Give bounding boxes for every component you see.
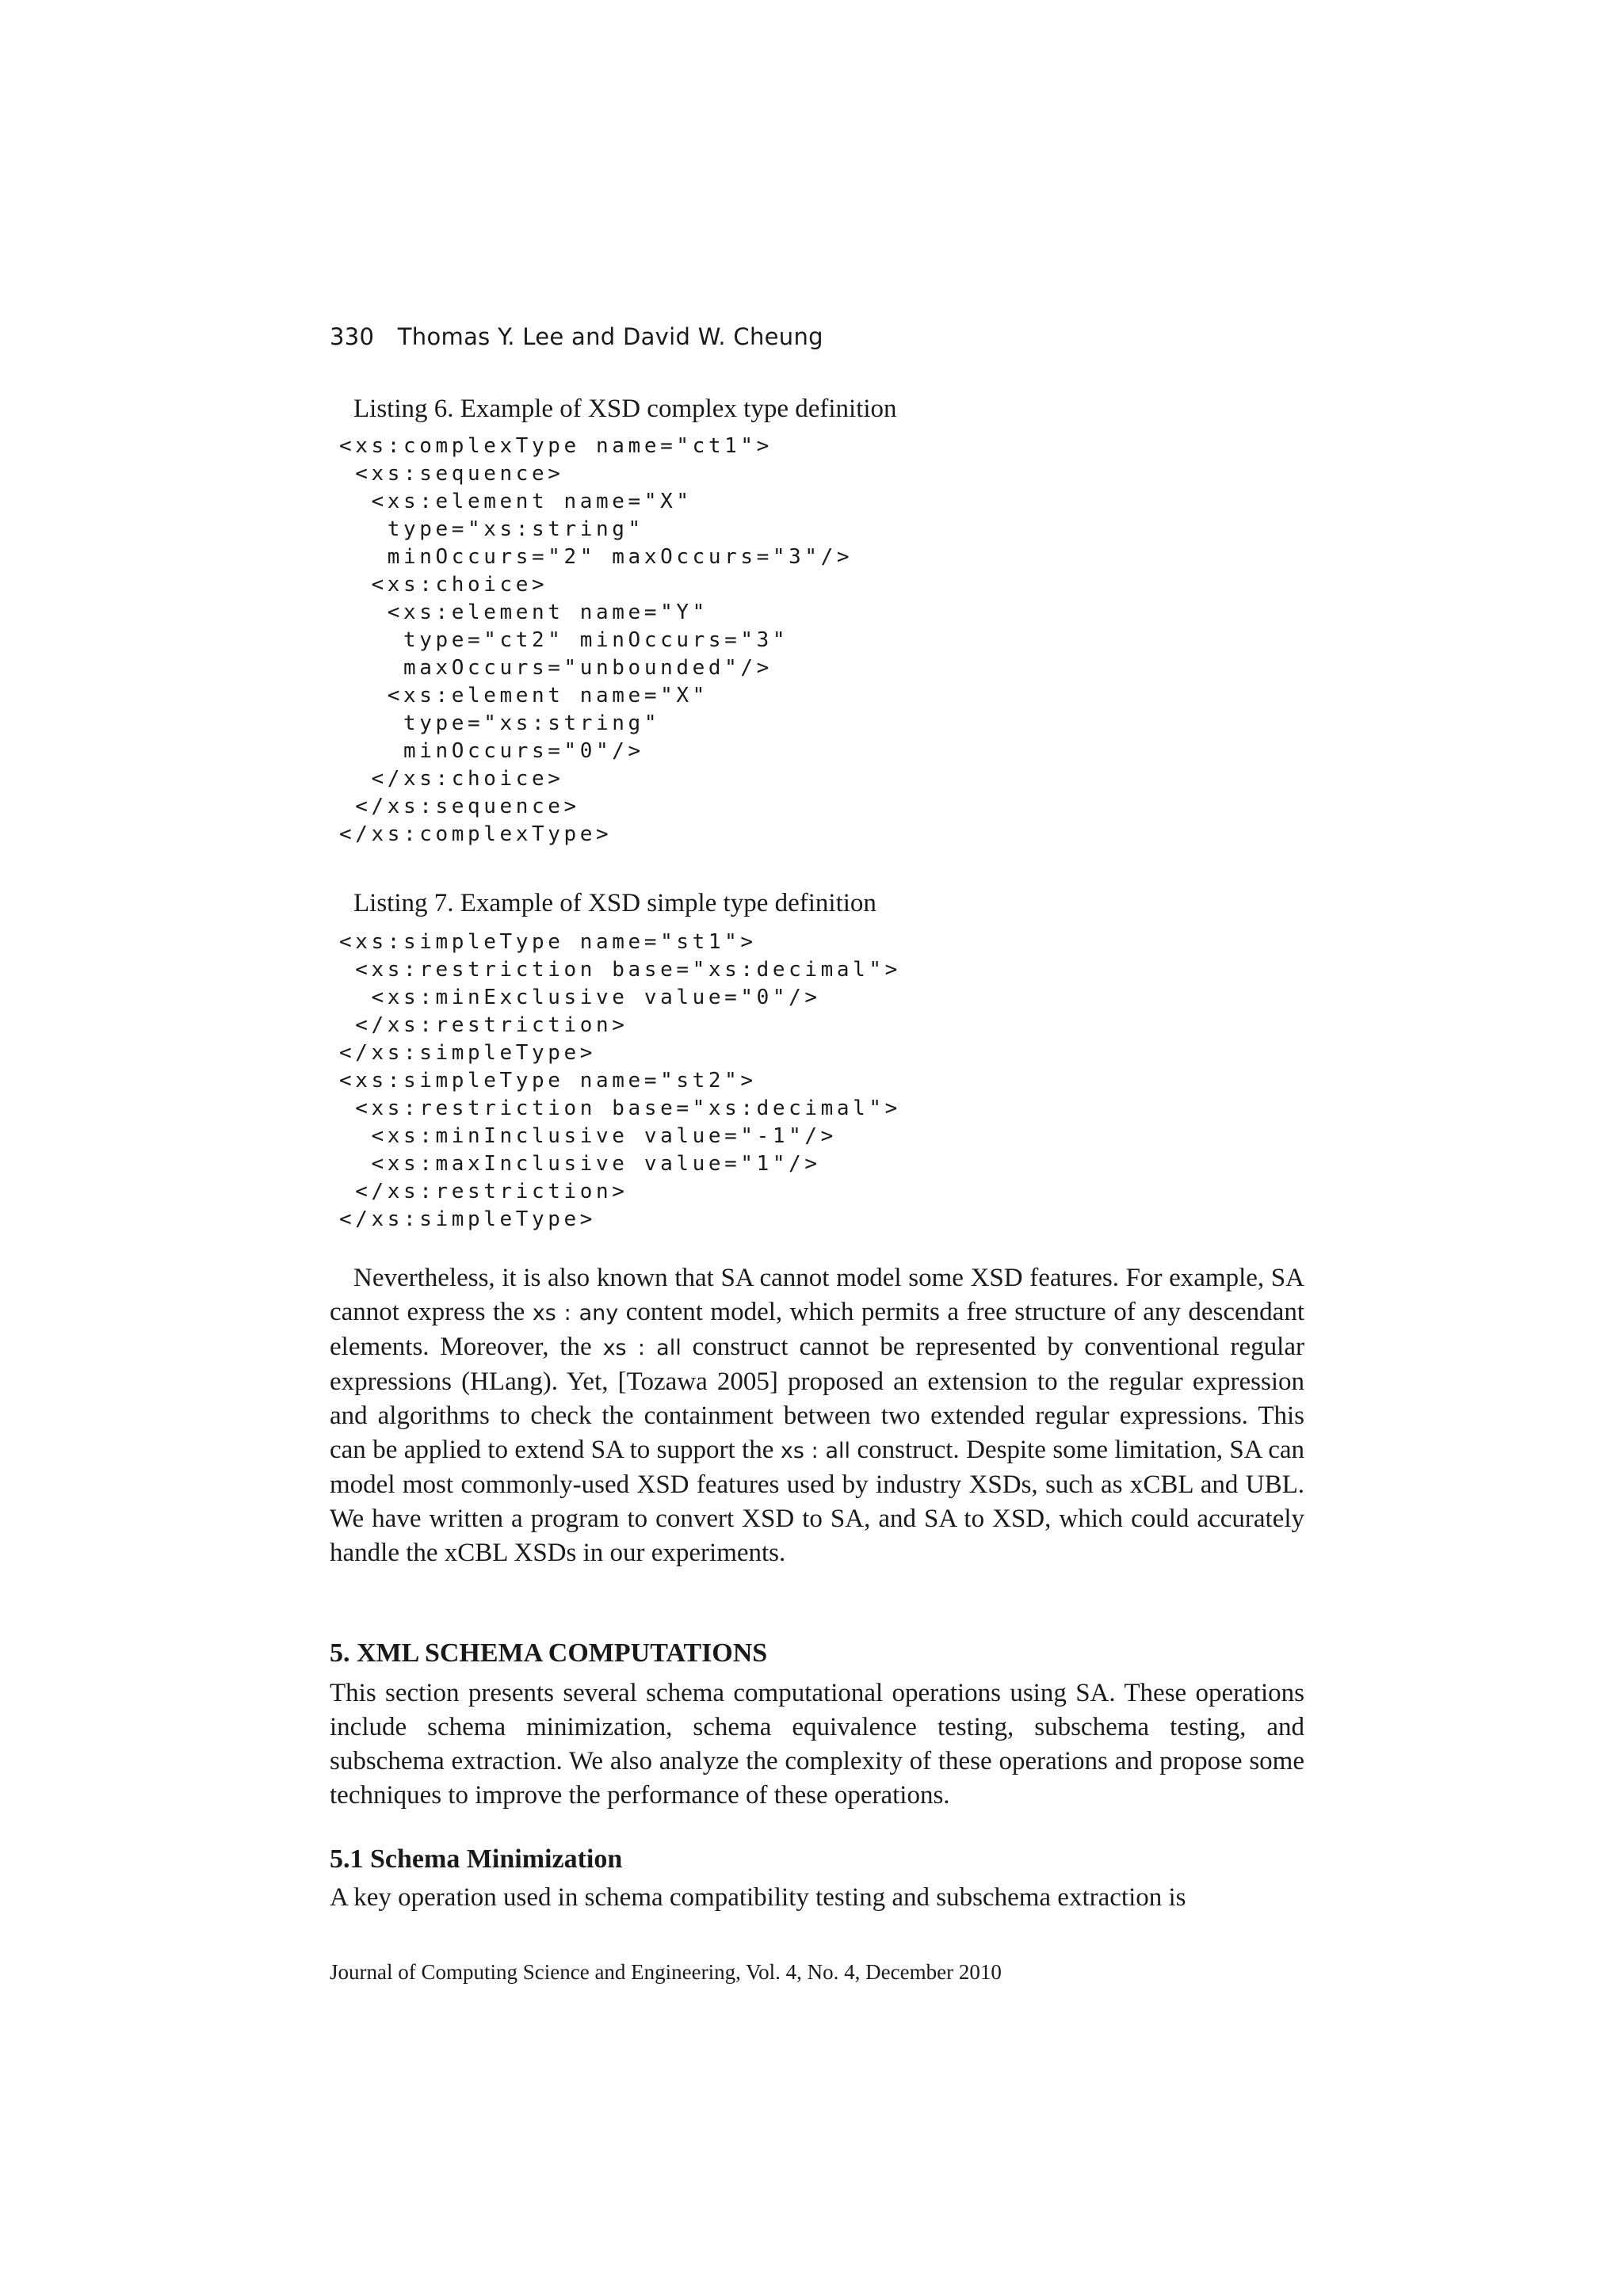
body-paragraph [330,1261,1304,1570]
listing-6-code [339,433,853,849]
code-line: <xs:choice> [339,573,548,597]
code-line: </xs:sequence> [339,795,580,818]
subsection-heading: 5.1 Schema Minimization [330,1844,623,1874]
code-line: maxOccurs="unbounded"/> [339,656,773,680]
code-line: minOccurs="2" maxOccurs="3"/> [339,545,854,569]
paragraph-text: Nevertheless, it is also known that SA cannot model some XSD features. For example, SA cannot express the [330,1264,1304,1326]
code-line: <xs:complexType name="ct1"> [339,434,773,458]
journal-footer: Journal of Computing Science and Engineering, Vol. 4, No. 4, December 2010 [330,1960,1002,1984]
listing-7-caption: Listing 7. Example of XSD simple type definition [353,889,876,917]
code-line: </xs:complexType> [339,822,613,846]
code-line: </xs:simpleType> [339,1041,597,1065]
code-line: </xs:restriction> [339,1013,628,1037]
code-line: <xs:restriction base="xs:decimal"> [339,958,901,982]
author-line: Thomas Y. Lee and David W. Cheung [397,323,823,350]
code-line: type="xs:string" [339,711,661,735]
section-heading: 5. XML SCHEMA COMPUTATIONS [330,1638,768,1668]
code-line: </xs:simpleType> [339,1207,597,1231]
page-number: 330 [330,323,375,350]
paragraph-text: construct cannot be represented by conventional regular expressions (HLang). Yet, [Tozawa 2005] proposed an extension to the regular expression and algorithms to check the containment between two extended regular expressions. This can be applied to extend SA to support the [330,1333,1304,1464]
code-line: type="xs:string" [339,517,644,541]
code-line: <xs:sequence> [339,462,564,486]
code-line: type="ct2" minOccurs="3" [339,628,789,652]
running-head [330,323,823,350]
section-5-1-paragraph: A key operation used in schema compatibility testing and subschema extraction is [330,1883,1186,1912]
code-line: <xs:element name="X" [339,490,693,513]
inline-code: xs : all [780,1439,851,1463]
paragraph-text: construct. Despite some limitation, SA can model most commonly-used XSD features used by industry XSDs, such as xCBL and UBL. We have written a program to convert XSD to SA, and SA to XSD, which could accurately handle the xCBL XSDs in our experiments. [330,1436,1304,1567]
inline-code: xs : all [602,1336,682,1360]
code-line: minOccurs="0"/> [339,739,644,763]
code-line: <xs:minInclusive value="-1"/> [339,1124,837,1148]
listing-7-code [339,929,901,1234]
code-line: <xs:simpleType name="st2"> [339,1069,757,1093]
code-line: <xs:maxInclusive value="1"/> [339,1152,821,1176]
code-line: </xs:choice> [339,767,564,791]
section-5-paragraph: This section presents several schema computational operations using SA. These operations include schema minimization, schema equivalence testing, subschema testing, and subschema extraction. We also analyze the complexity of these operations and propose some techniques to improve the performance of these operations. [330,1679,1304,1810]
code-line: <xs:element name="Y" [339,601,708,624]
code-line: <xs:simpleType name="st1"> [339,930,757,954]
code-line: <xs:minExclusive value="0"/> [339,986,821,1009]
paragraph-text: content model, which permits a free structure of any descendant elements. Moreover, the [330,1298,1304,1361]
code-line: </xs:restriction> [339,1180,628,1203]
listing-6-caption: Listing 6. Example of XSD complex type definition [353,395,897,423]
inline-code: xs : any [532,1301,619,1325]
code-line: <xs:restriction base="xs:decimal"> [339,1097,901,1120]
code-line: <xs:element name="X" [339,684,708,707]
